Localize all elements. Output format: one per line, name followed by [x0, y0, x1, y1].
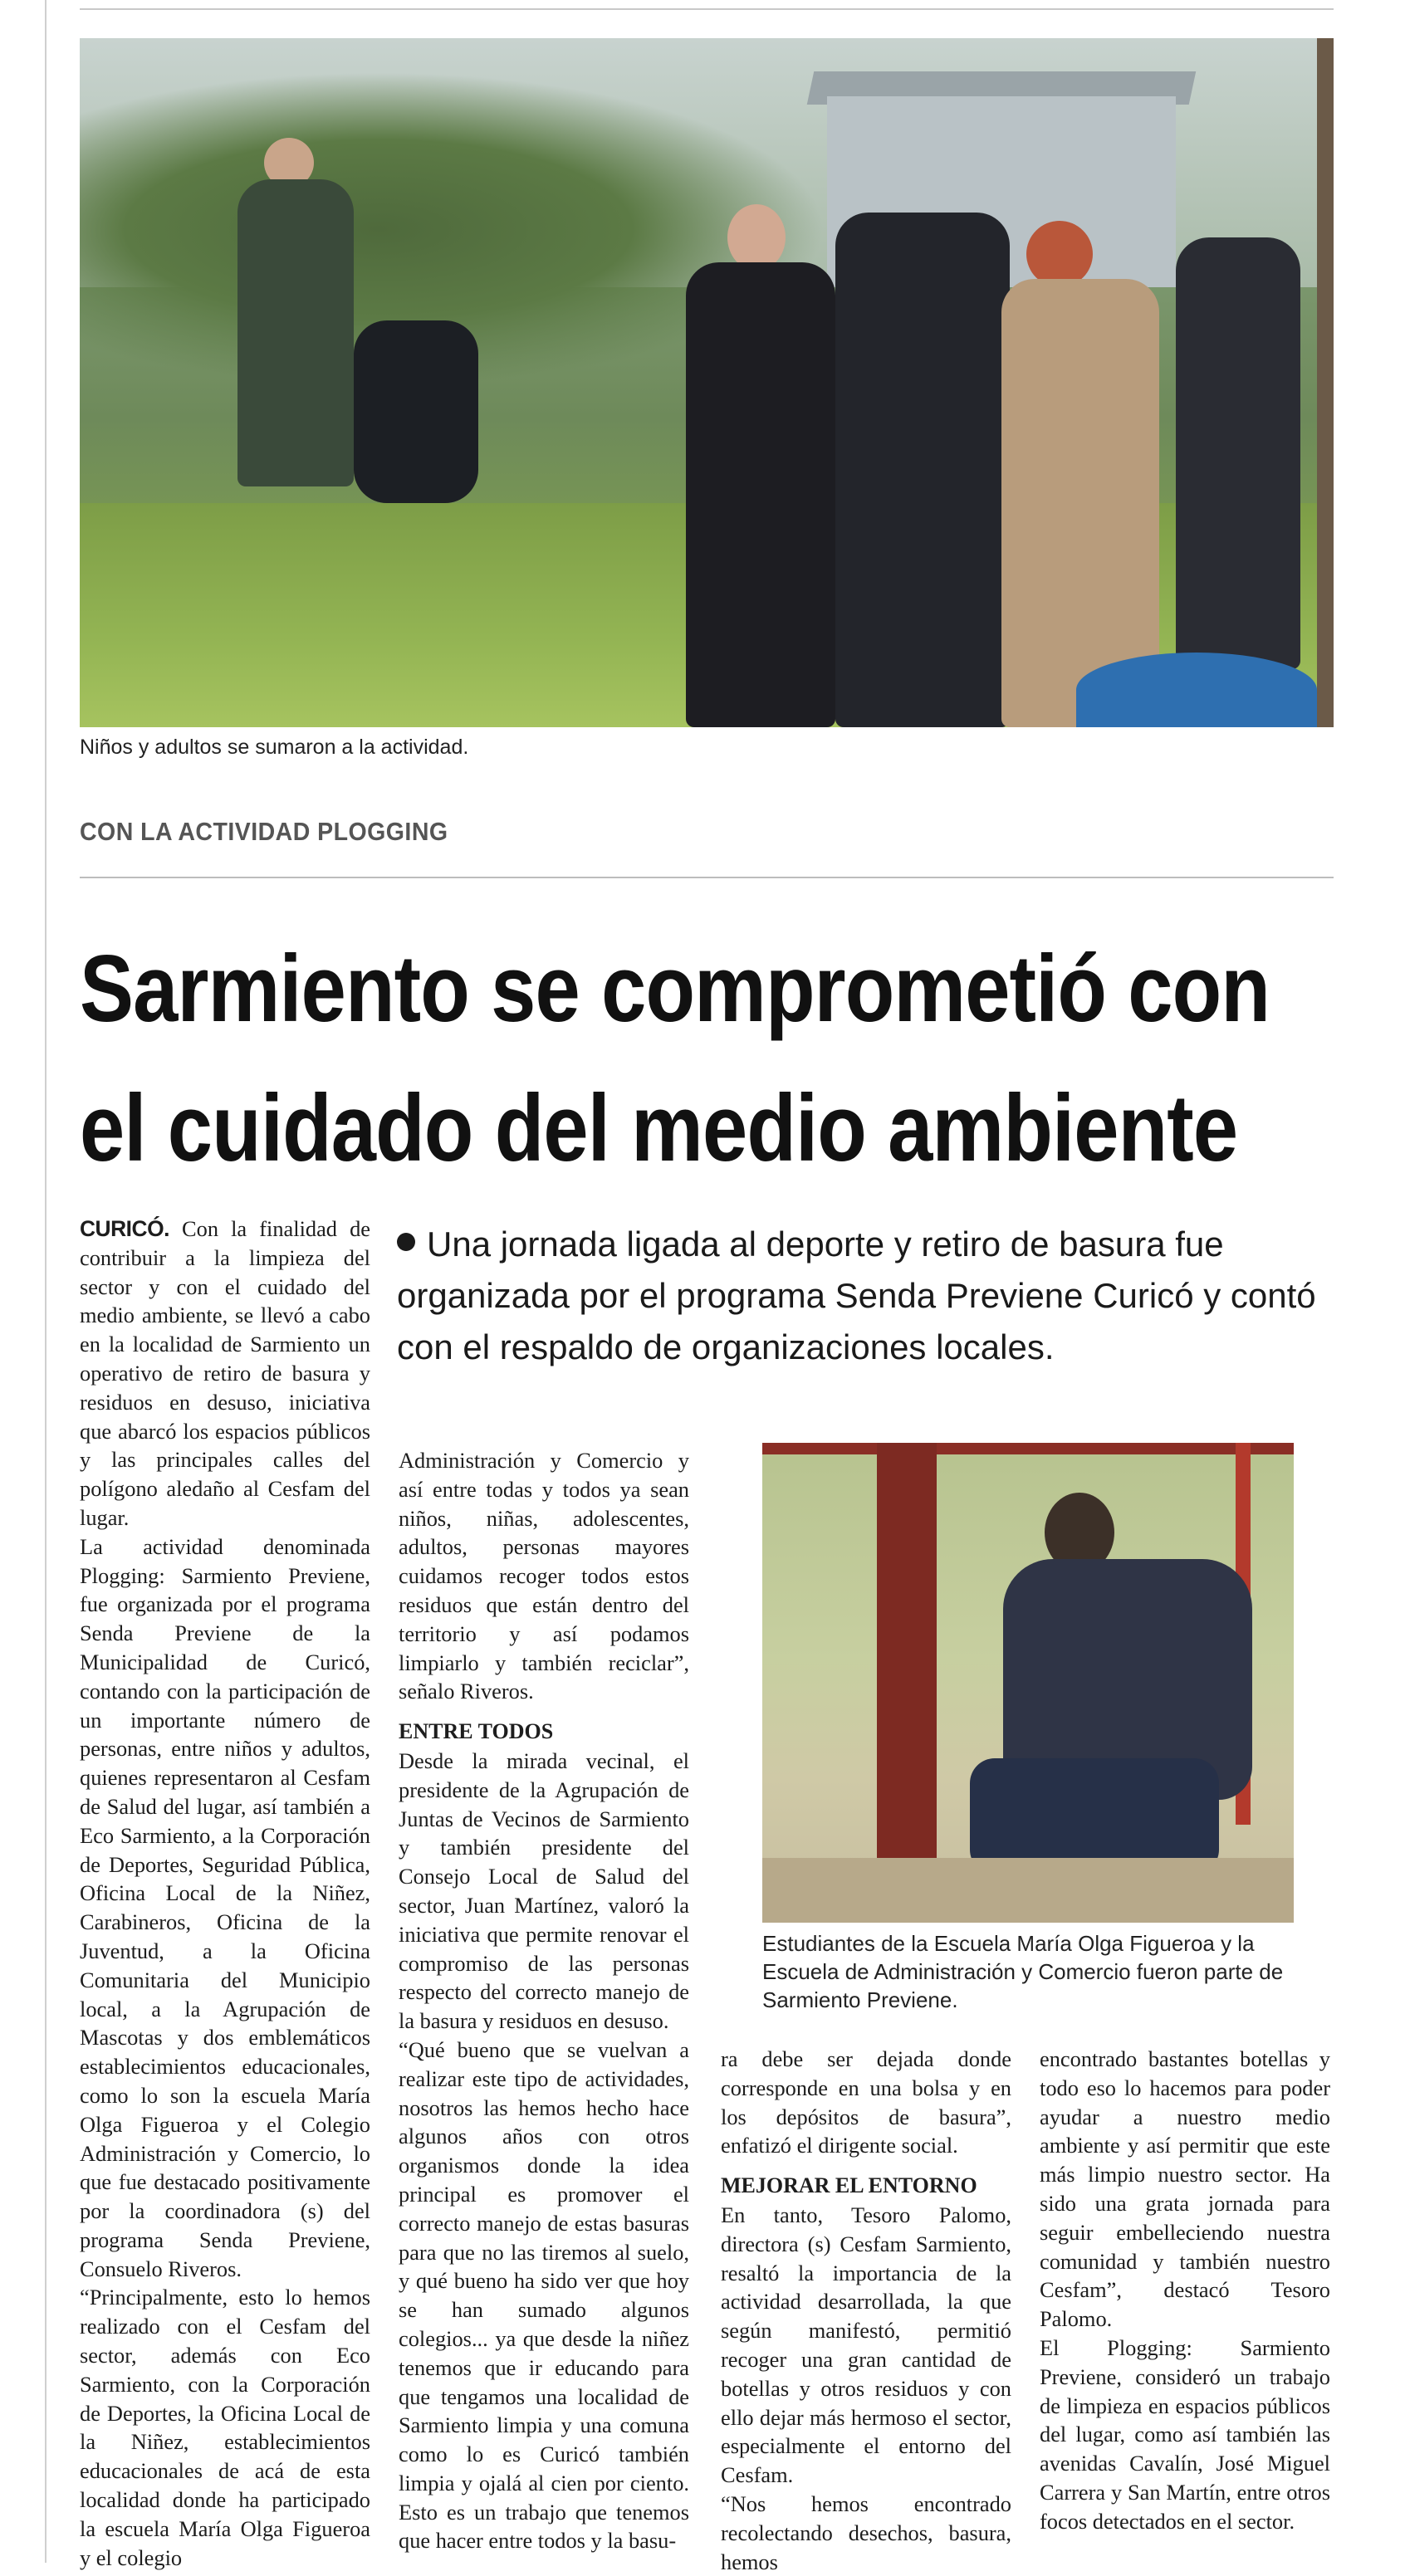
hero-figure-group [835, 213, 1010, 727]
photo2-ground [762, 1858, 1294, 1923]
body-paragraph: En tanto, Tesoro Palomo, directora (s) Cesfam Sarmiento, resaltó la importancia de la actividad desarrollada, la que según manifestó, permitió recoger una gran cantidad de botellas y otros residuos y con ello dejar más hermoso el sector, especialmente el entorno del Cesfam. [721, 2202, 1011, 2488]
students-photo-caption: Estudiantes de la Escuela María Olga Figueroa y la Escuela de Administración y Comercio fueron parte de Sarmiento Previene. [762, 1931, 1284, 2012]
body-paragraph [80, 1215, 370, 1532]
deck [397, 1219, 1319, 1373]
body-paragraph: El Plogging: Sarmiento Previene, consideró un trabajo de limpieza en espacios públicos del lugar, como así también las avenidas Cavalín, José Miguel Carrera y San Martín, entre otros focos detectados en el sector. [1040, 2334, 1330, 2534]
body-column-2 [399, 1446, 689, 2555]
top-rule [80, 8, 1334, 10]
body-paragraph: ra debe ser dejada donde corresponde en una bolsa y en los depósitos de basura”, enfatizó el dirigente social. [721, 2046, 1011, 2158]
kicker-rule [80, 877, 1334, 878]
deck-text: Una jornada ligada al deporte y retiro de basura fue organizada por el programa Senda Previene Curicó y contó con el respaldo de organizaciones locales. [397, 1224, 1316, 1366]
body-paragraph-text: Con la finalidad de contribuir a la limpieza del sector y con el cuidado del medio ambiente, se llevó a cabo en la localidad de Sarmiento un operativo de retiro de basura y residuos en desuso, iniciativa que abarcó los espacios públicos y las principales calles del polígono aledaño al Cesfam del lugar. [80, 1216, 370, 1530]
body-column-4 [1040, 2045, 1330, 2536]
bullet-icon [397, 1233, 415, 1251]
hero-figure-girl [686, 262, 835, 727]
hero-figure-woman-head [1026, 221, 1093, 287]
body-paragraph: Administración y Comercio y así entre todas y todos ya sean niños, niñas, adolescentes, adultos, personas mayores cuidamos recoger todos estos residuos que están dentro del territorio y así podamos limpiarlo y también reciclar”, señalo Riveros. [399, 1448, 689, 1704]
hero-figure-man [237, 179, 354, 486]
hero-tree-trunk [1317, 38, 1334, 727]
hero-trash-bag [354, 320, 478, 503]
kicker: CON LA ACTIVIDAD PLOGGING [80, 817, 448, 846]
photo2-red-post [877, 1443, 937, 1923]
body-paragraph: “Nos hemos encontrado recolectando desechos, basura, hemos [721, 2490, 1011, 2574]
body-paragraph: Desde la mirada vecinal, el presidente de la Agrupación de Juntas de Vecinos de Sarmiento y también presidente del Consejo Local de Salud del sector, Juan Martínez, valoró la iniciativa que permite renovar el compromiso de las personas respecto del correcto manejo de la basura y residuos en desuso. [399, 1747, 689, 2034]
headline-line-1: Sarmiento se comprometió con [80, 936, 1270, 1042]
hero-blue-bin [1076, 653, 1317, 727]
left-margin-rule [45, 0, 47, 2563]
body-paragraph: La actividad denominada Plogging: Sarmiento Previene, fue organizada por el programa Senda Previene de la Municipalidad de Curicó, contando con la participación de un importante número de personas, entre niños y adultos, quienes representaron al Cesfam de Salud del lugar, así también a Eco Sarmiento, a la Corporación de Deportes, Seguridad Pública, Oficina Local de la Niñez, Carabineros, Oficina de la Juventud, a la Oficina Comunitaria del Municipio local, a la Agrupación de Mascotas y dos emblemáticos establecimientos educacionales, como lo son la escuela María Olga Figueroa y el Colegio Administración y Comercio, lo que fue destacado positivamente por la coordinadora (s) del programa Senda Previene, Consuelo Riveros. [80, 1533, 370, 2281]
body-paragraph: “Qué bueno que se vuelvan a realizar este tipo de actividades, nosotros las hemos hecho hace algunos años con otros organismos donde la idea principal es promover el correcto manejo de estas basuras para que no las tiremos al suelo, y qué bueno ha sido ver que hoy se han sumado algunos colegios... ya que desde la niñez tenemos que ir educando para que tengamos una localidad de Sarmiento limpia y una comuna como lo es Curicó también limpia y ojalá al cien por ciento. Esto es un trabajo que tenemos que hacer entre todos y la basu- [399, 2036, 689, 2554]
body-paragraph: encontrado bastantes botellas y todo eso lo hacemos para poder ayudar a nuestro medio ambiente y así permitir que este más limpio nuestro sector. Ha sido una grata jornada para seguir embelleciendo nuestra comunidad y también nuestro Cesfam”, destacó Tesoro Palomo. [1040, 2046, 1330, 2332]
photo2-student-legs [970, 1758, 1219, 1875]
body-column-1 [80, 1215, 370, 2572]
headline [80, 920, 1270, 1199]
body-column-3 [721, 2045, 1011, 2576]
hero-caption: Niños y adultos se sumaron a la actividad. [80, 736, 469, 759]
students-photo [762, 1443, 1294, 1923]
dateline: CURICÓ. [80, 1216, 169, 1241]
headline-line-2: el cuidado del medio ambiente [80, 1076, 1238, 1181]
body-paragraph: “Principalmente, esto lo hemos realizado con el Cesfam del sector, además con Eco Sarmiento, con la Corporación de Deportes, la Oficina Local de la Niñez, establecimientos educacionales de acá de esta localidad donde ha participado la escuela María Olga Figueroa y el colegio [80, 2285, 370, 2570]
hero-figure-girl-head [727, 204, 786, 271]
photo2-red-bar [762, 1443, 1294, 1454]
hero-figure-background [1176, 237, 1300, 669]
hero-photo [80, 38, 1334, 727]
subhead-entre-todos: ENTRE TODOS [399, 1719, 554, 1744]
subhead-mejorar-el-entorno: MEJORAR EL ENTORNO [721, 2173, 977, 2198]
